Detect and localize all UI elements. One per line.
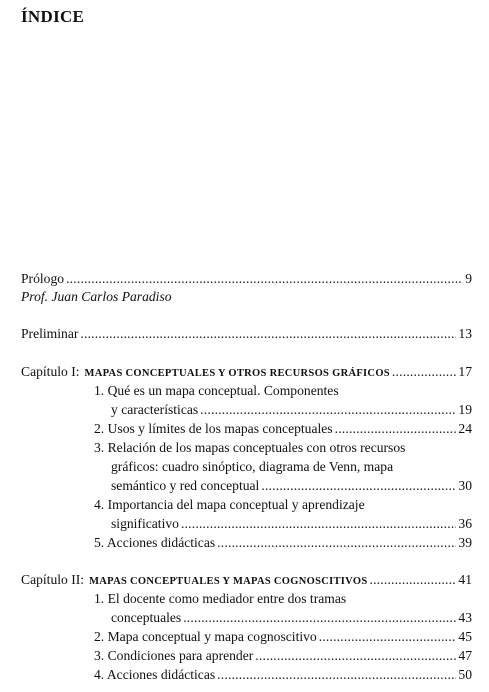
toc-page-number: 41 (458, 572, 472, 587)
dot-leader (181, 515, 456, 532)
toc-page-number: 13 (458, 326, 472, 341)
toc-entry-label: Prólogo (21, 271, 65, 286)
chapter-title: MAPAS CONCEPTUALES Y MAPAS COGNOSCITIVOS (89, 576, 368, 587)
toc-page-number: 9 (465, 271, 472, 286)
toc-item-label: conceptuales (111, 610, 182, 625)
toc-item-label: 2. Usos y límites de los mapas conceptuales (94, 421, 333, 436)
toc-page-number: 24 (458, 421, 472, 436)
toc-item-label: 3. Condiciones para aprender (94, 648, 254, 663)
toc-item-1-5[interactable] (94, 534, 472, 551)
toc-page-number: 17 (458, 364, 472, 379)
toc-item-1-4[interactable] (111, 515, 472, 532)
toc-page-number: 47 (458, 648, 472, 663)
toc-item-label: 5. Acciones didácticas (94, 535, 216, 550)
toc-page-number: 39 (458, 535, 472, 550)
dot-leader (261, 477, 456, 494)
toc-item-2-1[interactable] (111, 609, 472, 626)
toc-entry-preliminar[interactable] (21, 325, 472, 342)
toc-item-1-1-line1: 1. Qué es un mapa conceptual. Componentes (94, 383, 339, 398)
dot-leader (369, 571, 456, 588)
toc-item-1-3-line1: 3. Relación de los mapas conceptuales con otros recursos (94, 440, 406, 455)
dot-leader (217, 666, 456, 683)
dot-leader (66, 270, 463, 287)
toc-item-1-2[interactable] (94, 420, 472, 437)
toc-item-1-4-line1: 4. Importancia del mapa conceptual y aprendizaje (94, 497, 365, 512)
toc-page-number: 30 (458, 478, 472, 493)
toc-page-number: 50 (458, 667, 472, 682)
dot-leader (319, 628, 457, 645)
toc-item-1-3[interactable] (111, 477, 472, 494)
toc-item-2-3[interactable] (94, 647, 472, 664)
dot-leader (335, 420, 457, 437)
chapter-prefix: Capítulo II: (21, 572, 85, 587)
toc-chapter-1[interactable] (21, 363, 472, 382)
toc-entry-label: Preliminar (21, 326, 79, 341)
toc-item-label: significativo (111, 516, 179, 531)
dot-leader (255, 647, 456, 664)
toc-entry-prologo[interactable] (21, 270, 472, 287)
dot-leader (200, 401, 456, 418)
page-title: ÍNDICE (21, 7, 85, 26)
toc-page-number: 43 (458, 610, 472, 625)
toc-page-number: 36 (458, 516, 472, 531)
dot-leader (80, 325, 456, 342)
toc-item-label: 4. Acciones didácticas (94, 667, 216, 682)
toc-item-label: semántico y red conceptual (111, 478, 260, 493)
chapter-title: MAPAS CONCEPTUALES Y OTROS RECURSOS GRÁFICOS (84, 368, 390, 379)
toc-item-2-4[interactable] (94, 666, 472, 683)
toc-item-label: 2. Mapa conceptual y mapa cognoscitivo (94, 629, 317, 644)
chapter-prefix: Capítulo I: (21, 364, 80, 379)
toc-item-label: y características (111, 402, 199, 417)
dot-leader (392, 363, 456, 380)
toc-item-2-1-line1: 1. El docente como mediador entre dos tramas (94, 591, 347, 606)
toc-item-1-3-line2: gráficos: cuadro sinóptico, diagrama de Venn, mapa (111, 459, 394, 474)
toc-chapter-2[interactable] (21, 571, 472, 590)
toc-item-2-2[interactable] (94, 628, 472, 645)
prologo-author: Prof. Juan Carlos Paradiso (21, 289, 172, 304)
toc-item-1-1[interactable] (111, 401, 472, 418)
dot-leader (217, 534, 456, 551)
toc-page-number: 19 (458, 402, 472, 417)
toc-page-number: 45 (458, 629, 472, 644)
dot-leader (183, 609, 456, 626)
